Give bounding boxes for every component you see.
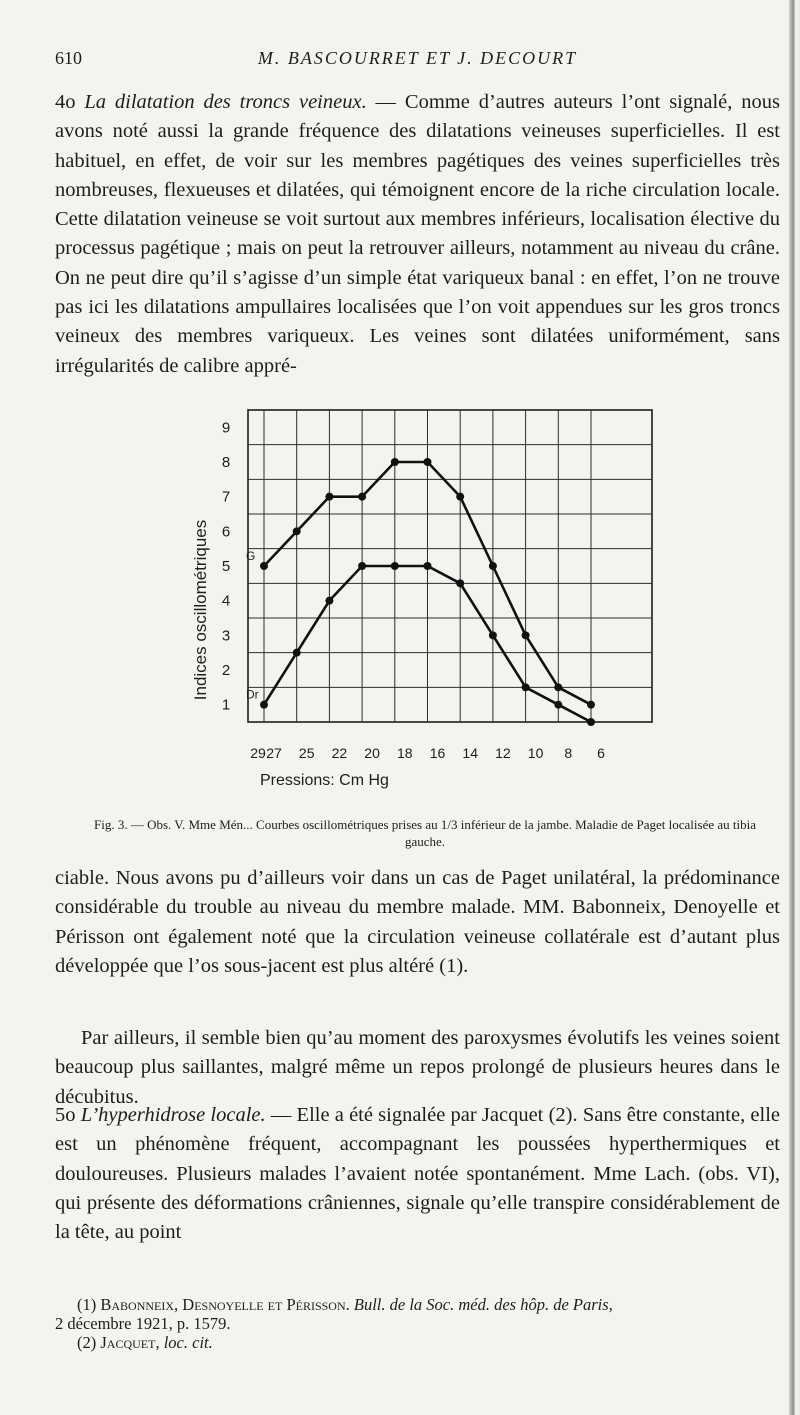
oscillometric-chart <box>170 400 670 800</box>
chart-series <box>246 458 595 726</box>
footnote-marker: (1) <box>77 1295 97 1314</box>
running-title: M. BASCOURRET ET J. DECOURT <box>257 48 578 68</box>
y-tick-labels <box>222 419 230 713</box>
y-tick-label: 8 <box>221 454 231 471</box>
y-tick-label: 6 <box>221 523 231 541</box>
data-point <box>391 562 399 570</box>
footnotes <box>55 1295 780 1352</box>
data-point <box>325 597 333 605</box>
footnote-1 <box>55 1295 780 1333</box>
footnote-2 <box>55 1333 780 1352</box>
paragraph-hyperhidrosis <box>55 1101 780 1247</box>
data-point <box>522 683 530 691</box>
chart-grid <box>248 410 652 722</box>
paragraph-continuation <box>55 864 780 981</box>
x-tick-label: 8 <box>564 745 573 761</box>
caption-text: — Obs. V. Mme Mén... Courbes oscillométriques prises au 1/3 inférieur de la jambe. Maladie de Paget localisée au tibia gauche. <box>127 817 757 849</box>
figure-caption <box>75 816 775 850</box>
x-tick-label: 14 <box>462 745 478 761</box>
x-tick-label: 22 <box>331 745 348 761</box>
y-tick-label: 7 <box>221 488 231 506</box>
footnote-reference: loc. cit. <box>163 1333 213 1352</box>
data-point <box>554 701 562 709</box>
x-tick-label: 25 <box>298 745 315 761</box>
data-point <box>456 493 464 501</box>
paragraph-paroxysms <box>55 1024 780 1112</box>
x-tick-label: 6 <box>597 745 605 761</box>
paragraph-text: — Comme d’autres auteurs l’ont signalé, nous avons noté aussi la grande fréquence des dilatations veineuses superficielles. Il est habituel, en effet, de voir sur les membres pagétiques des veines superficielles très nombreuses, flexueuses et dilatées, qui témoignent encore de la riche circulation locale. Cette dilatation veineuse se voit surtout aux membres inférieurs, localisation élective du processus pagétique ; mais on peut la retrouver ailleurs, notamment au niveau du crâne. On ne peut dire qu’il s’agisse d’un simple état variqueux banal : en effet, l’on ne trouve pas ici les dilatations ampullaires localisées que l’on voit appendues sur les gros troncs veineux des membres variqueux. Les veines sont dilatées uniformément, sans irrégularités de calibre appré- <box>55 91 780 377</box>
section-heading: L’hyperhidrose locale. <box>80 1104 266 1126</box>
data-point <box>587 701 595 709</box>
page-number: 610 <box>55 48 82 68</box>
footnote-authors: Babonneix, Desnoyelle et Périsson. <box>100 1295 350 1314</box>
data-point <box>489 562 497 570</box>
x-axis-label: Pressions: Cm Hg <box>260 772 389 789</box>
y-tick-label: 3 <box>221 627 231 645</box>
data-point <box>424 458 432 466</box>
data-point <box>554 683 562 691</box>
paragraph-text: Par ailleurs, il semble bien qu’au moment des paroxysmes évolutifs les veines soient beaucoup plus saillantes, malgré même un repos prolongé de plusieurs heures dans le décubitus. <box>55 1027 780 1108</box>
data-point <box>293 649 301 657</box>
data-point <box>489 631 497 639</box>
data-point <box>522 631 530 639</box>
section-number: 4o <box>55 91 76 113</box>
footnote-journal: Bull. de la Soc. méd. des hôp. de Paris, <box>353 1295 613 1314</box>
x-tick-label: 29 <box>250 745 266 761</box>
section-number: 5o <box>55 1104 76 1126</box>
y-tick-label: 9 <box>221 419 231 437</box>
data-point <box>391 458 399 466</box>
data-point <box>293 527 301 535</box>
page-edge-shadow <box>789 0 800 1415</box>
x-tick-labels <box>250 745 605 761</box>
series-label: Dr <box>246 687 259 702</box>
y-axis-label: Indices oscillométriques <box>191 519 210 701</box>
y-tick-label: 1 <box>221 696 231 714</box>
data-point <box>358 493 366 501</box>
y-tick-label: 5 <box>221 558 231 575</box>
x-tick-label: 12 <box>495 745 511 761</box>
paragraph-text: ciable. Nous avons pu d’ailleurs voir dans un cas de Paget unilatéral, la prédominance considérable du trouble au niveau du membre malade. MM. Babonneix, Denoyelle et Périsson ont également noté que la circulation veineuse collatérale est d’autant plus développée que l’os sous-jacent est plus altéré (1). <box>55 867 780 977</box>
data-point <box>260 562 268 570</box>
x-tick-label: 16 <box>429 745 446 761</box>
data-point <box>260 701 268 709</box>
y-tick-label: 4 <box>221 592 231 610</box>
page-header <box>55 48 780 78</box>
x-tick-label: 20 <box>364 745 380 761</box>
paragraph-text: — Elle a été signalée par Jacquet (2). Sans être constante, elle est un phénomène fréquent, accompagnant les poussées hyperthermiques et douloureuses. Plusieurs malades l’avaient notée spontanément. Mme Lach. (obs. VI), qui présente des déformations crâniennes, signale qu’elle transpire considérablement de la tête, au point <box>55 1104 780 1244</box>
series-label: G <box>246 549 256 563</box>
footnote-marker: (2) <box>77 1333 97 1352</box>
x-tick-label: 18 <box>397 745 413 761</box>
footnote-date: 2 décembre 1921, p. 1579. <box>55 1314 231 1333</box>
caption-label: Fig. 3. <box>93 817 128 832</box>
x-tick-label: 10 <box>527 745 544 761</box>
data-point <box>424 562 432 570</box>
footnote-author: Jacquet, <box>100 1333 160 1352</box>
data-point <box>587 718 595 726</box>
y-tick-label: 2 <box>221 662 231 679</box>
data-point <box>325 493 333 501</box>
paragraph-venous-dilatation <box>55 88 780 381</box>
section-heading: La dilatation des troncs veineux. <box>84 91 367 113</box>
data-point <box>456 579 464 587</box>
data-point <box>358 562 366 570</box>
x-tick-label: 27 <box>266 745 282 761</box>
